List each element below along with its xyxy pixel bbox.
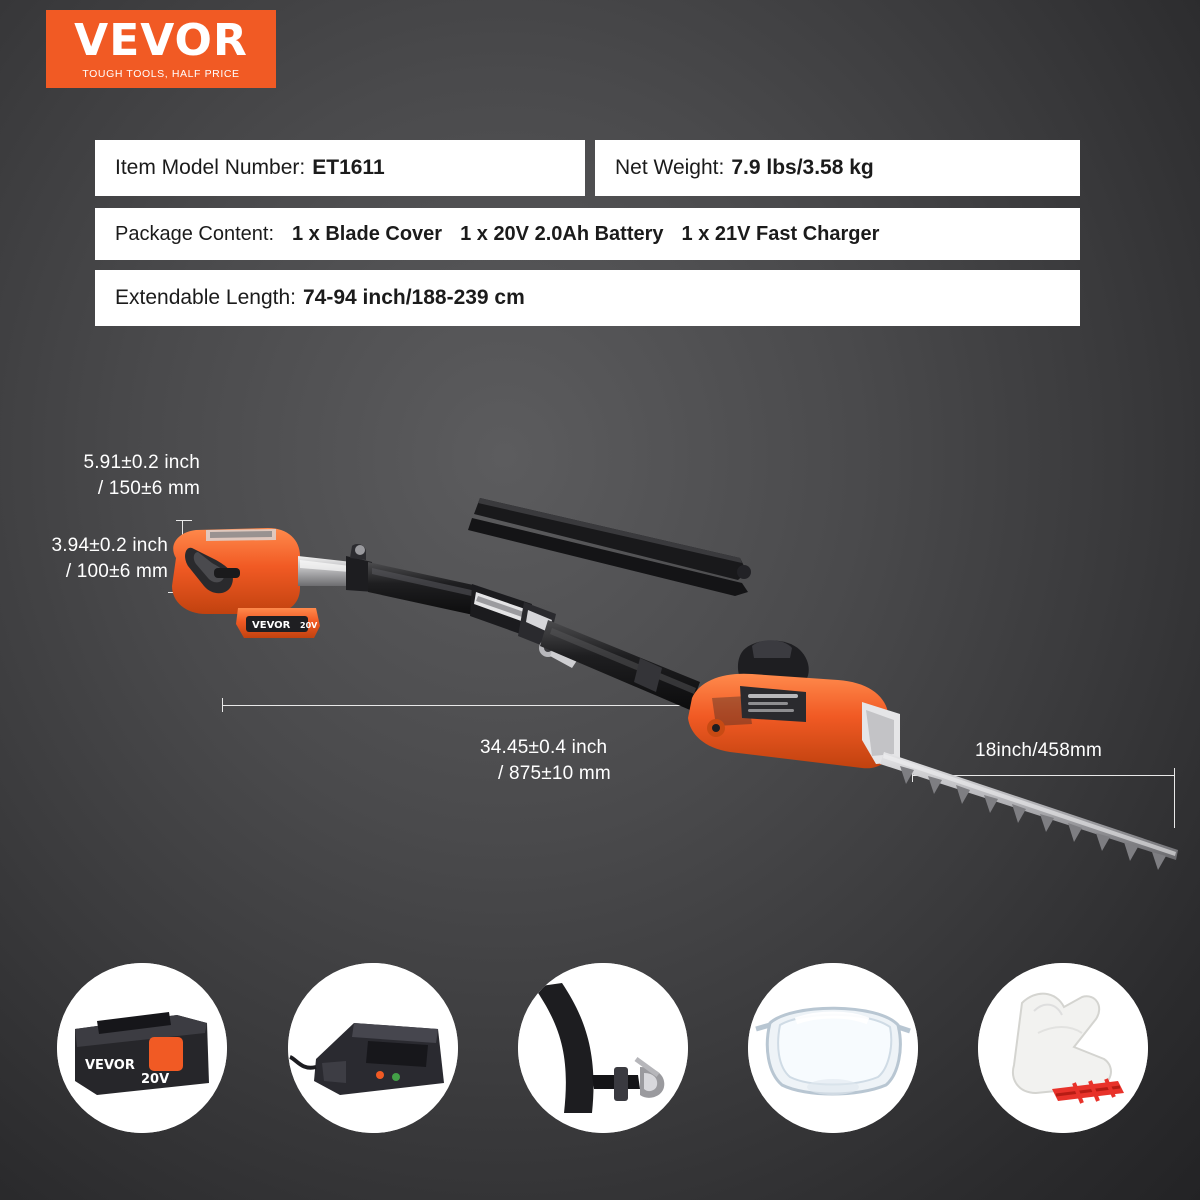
accessory-row xyxy=(0,955,1200,1155)
product-illustration xyxy=(0,380,1200,940)
spec-model xyxy=(95,140,585,196)
upper-tube xyxy=(298,544,374,592)
spec-weight-value: 7.9 lbs/3.58 kg xyxy=(731,156,874,179)
accessory-fast-charger xyxy=(288,963,458,1133)
dimension-height-line2: / 150±6 mm xyxy=(97,477,200,499)
brand-logo xyxy=(46,10,276,88)
tool-handle xyxy=(172,528,300,614)
dimension-handle-line1: 3.94±0.2 inch xyxy=(51,535,168,556)
dimension-height-line1: 5.91±0.2 inch xyxy=(83,452,200,473)
dimension-pole-line1: 34.45±0.4 inch xyxy=(480,737,608,758)
dimension-pole-line2: / 875±10 mm xyxy=(498,762,611,784)
spec-row-1 xyxy=(95,140,1080,196)
spec-length-value: 74-94 inch/188-239 cm xyxy=(302,286,525,309)
accessory-shoulder-strap xyxy=(518,963,688,1133)
accessory-battery-pack xyxy=(57,963,227,1133)
package-item-2: 1 x 20V 2.0Ah Battery xyxy=(460,222,664,245)
dimension-handle-line2: / 100±6 mm xyxy=(65,560,168,582)
svg-text:VEVOR: VEVOR xyxy=(85,1058,135,1073)
spec-length-label: Extendable Length: xyxy=(115,286,296,309)
svg-text:20V: 20V xyxy=(141,1072,170,1087)
spec-weight xyxy=(595,140,1080,196)
battery-brand-label: VEVOR xyxy=(252,620,291,631)
battery-voltage-label: 20V xyxy=(300,621,318,630)
package-item-1: 1 x Blade Cover xyxy=(292,222,443,245)
battery-pack-mounted xyxy=(236,608,320,638)
dimension-blade-value: 18inch/458mm xyxy=(975,740,1103,761)
blade-cover-part xyxy=(468,498,751,596)
cutting-blade xyxy=(880,752,1178,870)
spec-model-value: ET1611 xyxy=(312,156,385,179)
spec-length xyxy=(95,270,1080,326)
spec-row-3 xyxy=(95,270,1080,326)
brand-name: VEVOR xyxy=(74,14,248,66)
spec-row-2 xyxy=(95,208,1080,260)
trimmer-head xyxy=(688,640,900,768)
package-item-3: 1 x 21V Fast Charger xyxy=(681,222,880,245)
spec-package-label: Package Content: xyxy=(115,222,274,245)
brand-tagline: TOUGH TOOLS, HALF PRICE xyxy=(82,67,240,80)
spec-weight-label: Net Weight: xyxy=(615,156,725,179)
spec-model-label: Item Model Number: xyxy=(115,156,306,179)
spec-package xyxy=(95,208,1080,260)
accessory-safety-goggles xyxy=(748,963,918,1133)
accessory-work-gloves xyxy=(978,963,1148,1133)
extension-pole xyxy=(368,562,700,710)
